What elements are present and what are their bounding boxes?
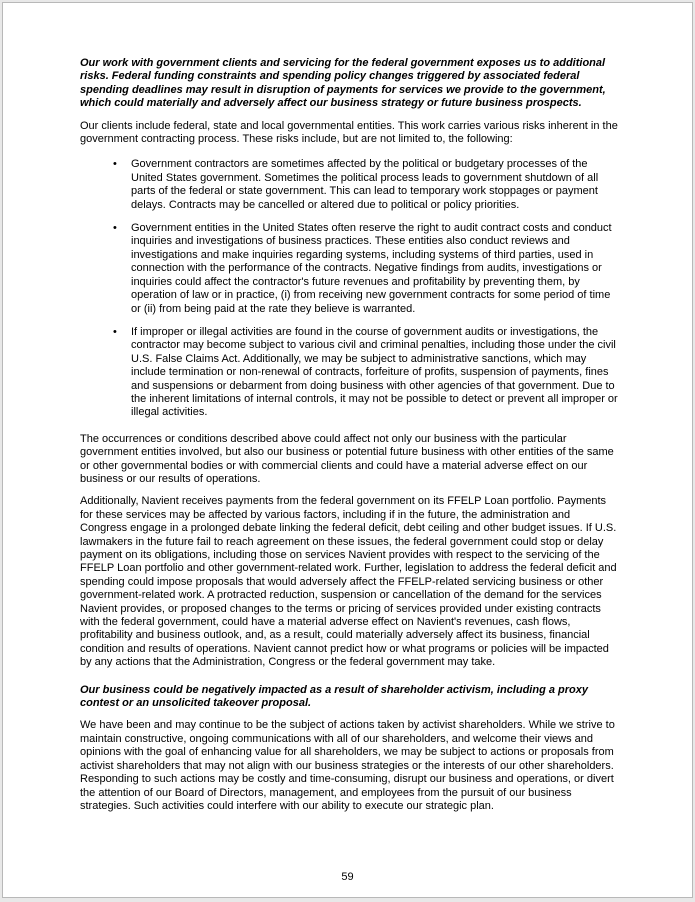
paragraph-activism: We have been and may continue to be the subject of actions taken by activist shareholders. While we strive to maintain constructive, ongoing communications with all of our shareholders, and welcome their views and opinions with the goal of enhancing value for all shareholders, we may be subject to actions or proposals from activist shareholders that may not align with our business strategies or the interests of our other shareholders. Responding to such actions may be costly and time-consuming, disrupt our business and operations, or divert the attention of our Board of Directors, management, and employees from the pursuit of our business strategies. Such activities could interfere with our ability to execute our strategic plan. (80, 719, 615, 812)
document-page (2, 2, 693, 898)
bullet-text-audit-rights: Government entities in the United States often reserve the right to audit contract costs and conduct inquiries and investigations of business practices. These entities also conduct reviews and investigations and make inquiries regarding systems, including systems of third parties, used in connection with the performance of the contracts. Negative findings from audits, investigations or inquiries could affect the contractor's future revenues and profitability by preventing them, by operation of law or in practice, (i) from receiving new government contracts for some period of time or (ii) from being paid at the rate they believe is warranted. (131, 222, 612, 315)
bullet-icon: • (113, 158, 117, 171)
risk-heading-government-clients: Our work with government clients and servicing for the federal government exposes us to additional risks. Federal funding constraints and spending policy changes triggered by associated federal spending deadlines may result in disruption of payments for services we provide to the government, which could materially and adversely affect our business strategy or future business prospects. (80, 57, 606, 110)
risk-bullet-list (80, 158, 620, 419)
bullet-icon: • (113, 222, 117, 235)
bullet-text-political-processes: Government contractors are sometimes affected by the political or budgetary processes of the United States government. Sometimes the political process leads to government shutdown of all parts of the federal or state government. This can lead to temporary work stoppages or payment delays. Contracts may be cancelled or altered due to political or policy priorities. (131, 158, 599, 211)
list-item (80, 158, 620, 212)
bullet-icon: • (113, 325, 117, 338)
paragraph-occurrences: The occurrences or conditions described above could affect not only our business with the particular government entities involved, but also our business or potential future business with other entities of the same or other governmental bodies or with commercial clients and could have a material adverse effect on our business or our results of operations. (80, 432, 614, 485)
paragraph-clients: Our clients include federal, state and local governmental entities. This work carries various risks inherent in the government contracting process. These risks include, but are not limited to, the following: (80, 119, 618, 146)
paragraph-navient-ffelp: Additionally, Navient receives payments from the federal government on its FFELP Loan portfolio. Payments for these services may be affected by various factors, including if in the future, the administration and Congress engage in a prolonged debate linking the federal deficit, debt ceiling and other budget issues. If U.S. lawmakers in the future fail to reach agreement on these issues, the federal government could stop or delay payment on its obligations, including those on services Navient provides with respect to the servicing of the FFELP Loan portfolio and other government-related work. Further, legislation to address the federal deficit and spending could impose proposals that would adversely affect the FFELP-related servicing business or other government-related work. A protracted reduction, suspension or cancellation of the demand for the services Navient provides, or proposed changes to the terms or pricing of services provided under existing contracts with the federal government, could have a material adverse effect on Navient's revenues, cash flows, profitability and business outlook, and, as a result, could materially adversely affect its business, financial condition and results of operations. Navient cannot predict how or what programs or policies will be impacted by any actions that the Administration, Congress or the federal government may take. (80, 495, 617, 669)
list-item (80, 326, 620, 420)
list-item (80, 222, 620, 316)
page-content (80, 57, 620, 822)
bullet-text-improper-activities: If improper or illegal activities are found in the course of government audits or investigations, the contractor may become subject to various civil and criminal penalties, including those under the civil U.S. False Claims Act. Additionally, we may be subject to administrative sanctions, which may include termination or non-renewal of contracts, forfeiture of profits, suspension of payments, fines and suspensions or debarment from doing business with other agencies of that government. Due to the inherent limitations of internal controls, it may not be possible to detect or prevent all improper or illegal activities. (131, 325, 618, 419)
page-number: 59 (341, 871, 354, 883)
risk-heading-shareholder-activism: Our business could be negatively impacted as a result of shareholder activism, including a proxy contest or an unsolicited takeover proposal. (80, 683, 588, 710)
